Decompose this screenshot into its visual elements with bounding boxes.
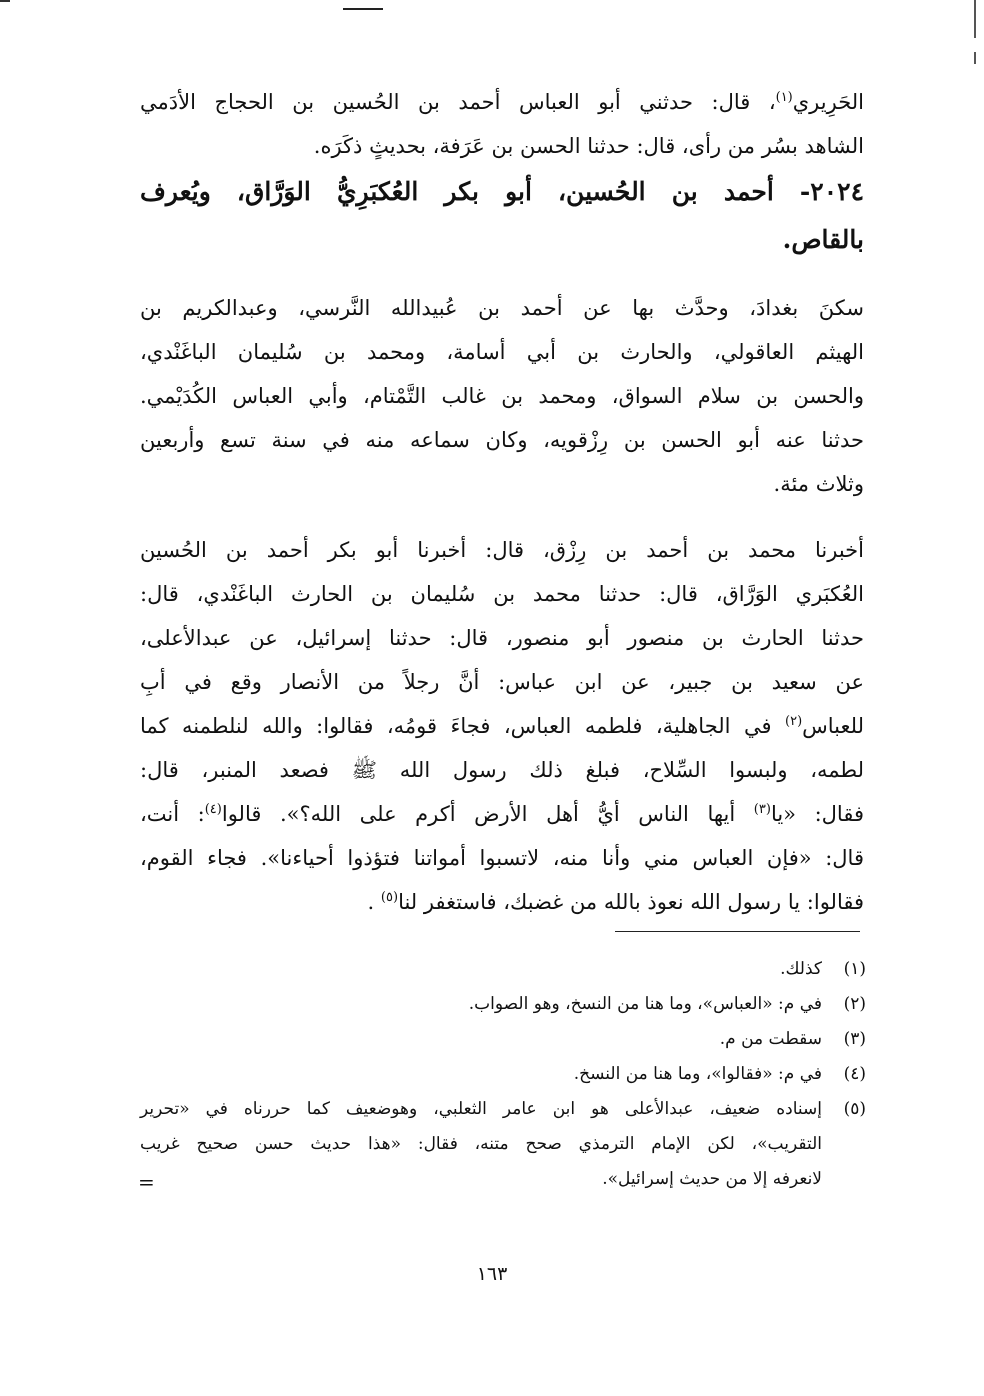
text-span: ، قال: حدثني أبو العباس أحمد بن الحُسين بن الحجاج الأدَمي bbox=[140, 90, 776, 114]
footnote-text: سقطت من م. bbox=[719, 1029, 822, 1049]
footnote-text bbox=[140, 1092, 822, 1197]
footnote bbox=[140, 987, 866, 1022]
text-line bbox=[140, 792, 864, 836]
footnote-ref: (٢) bbox=[785, 714, 803, 729]
text-line: حدثنا عنه أبو الحسن بن رِزْقويه، وكان سماعه منه في سنة تسع وأربعين bbox=[140, 428, 864, 452]
footnotes bbox=[140, 952, 866, 1197]
entry-heading-line: ٢٠٢٤- أحمد بن الحُسين، أبو بكر العُكبَرِيُّ الوَرَّاق، ويُعرف bbox=[140, 177, 864, 206]
text-line: والحسن بن سلام السواق، ومحمد بن غالب التَّمْتام، وأبي العباس الكُدَيْمي. bbox=[140, 384, 864, 408]
scan-edge-mark bbox=[974, 52, 976, 64]
text-span: الحَرِيري bbox=[792, 90, 864, 114]
footnote-line: لانعرفه إلا من حديث إسرائيل». bbox=[602, 1169, 822, 1189]
text-line: حدثنا الحارث بن منصور أبو منصور، قال: حدثنا إسرائيل، عن عبدالأعلى، bbox=[140, 626, 864, 650]
text-line: عن سعيد بن جبير، عن ابن عباس: أنَّ رجلاً من الأنصار وقع في أبِ bbox=[140, 670, 864, 694]
text-line: وثلاث مئة. bbox=[773, 472, 864, 496]
entry-heading-line: بالقاص. bbox=[782, 225, 864, 254]
footnote-text: في م: «فقالوا»، وما هنا من النسخ. bbox=[573, 1064, 822, 1084]
text-line: الشاهد بسُر من رأى، قال: حدثنا الحسن بن عَرَفة، بحديثٍ ذكَرَه. bbox=[313, 134, 864, 158]
footnote-ref: (٤) bbox=[204, 802, 222, 817]
footnote-number: (٤) bbox=[843, 1064, 866, 1084]
text-line: قال: «فإن العباس مني وأنا منه، لاتسبوا أمواتنا فتؤذوا أحياءنا». فجاء القوم، bbox=[140, 846, 864, 870]
text-line bbox=[140, 880, 864, 924]
text-line: الهيثم العاقولي، والحارث بن أبي أسامة، ومحمد بن سُليمان الباغَنْدي، bbox=[140, 340, 864, 364]
footnote-number: (٢) bbox=[843, 994, 866, 1014]
top-rule bbox=[343, 8, 383, 10]
footnote-ref: (٣) bbox=[753, 802, 771, 817]
footnote-line: إسناده ضعيف، عبدالأعلى هو ابن عامر الثعلبي، وهوضعيف كما حررناه في «تحرير bbox=[140, 1099, 822, 1119]
footnote-number: (٥) bbox=[843, 1099, 866, 1119]
footnote-number: (١) bbox=[843, 959, 866, 979]
text-span: للعباس bbox=[802, 714, 864, 738]
footnote-text: كذلك. bbox=[780, 959, 822, 979]
text-line: سكنَ بغدادَ، وحدَّث بها عن أحمد بن عُبيدالله النَّرسي، وعبدالكريم بن bbox=[140, 296, 864, 320]
footnote-ref: (٥) bbox=[380, 890, 399, 905]
footnote bbox=[140, 952, 866, 987]
footnote-text: في م: «العباس»، وما هنا من النسخ، وهو الصواب. bbox=[468, 994, 822, 1014]
scan-edge-mark bbox=[974, 0, 976, 38]
text-span: : أنت، bbox=[140, 802, 205, 826]
continuation-mark: = bbox=[138, 1170, 155, 1194]
text-span: فقالوا: يا رسول الله نعوذ بالله من غضبك، فاستغفر لنا bbox=[398, 890, 864, 914]
text-span: . bbox=[367, 890, 375, 914]
text-line: أخبرنا محمد بن أحمد بن رِزْق، قال: أخبرنا أبو بكر أحمد بن الحُسين bbox=[140, 538, 864, 562]
text-span: أيها الناس أيُّ أهل الأرض أكرم على الله؟». قالوا bbox=[221, 802, 736, 826]
footnote bbox=[140, 1057, 866, 1092]
footnote-line: التقريب»، لكن الإمام الترمذي صحح متنه، فقال: «هذا حديث حسن صحيح غريب bbox=[140, 1134, 822, 1154]
footnote-number: (٣) bbox=[843, 1029, 866, 1049]
footnote bbox=[140, 1092, 866, 1197]
scan-corner-mark bbox=[0, 0, 10, 2]
text-line bbox=[140, 80, 864, 124]
footnote-ref: (١) bbox=[775, 90, 793, 105]
text-line bbox=[140, 704, 864, 748]
main-text bbox=[140, 80, 864, 924]
text-line: لطمه، ولبسوا السِّلاح، فبلغ ذلك رسول الله ﷺ فصعد المنبر، قال: bbox=[140, 758, 864, 782]
text-span: في الجاهلية، فلطمه العباس، فجاءَ قومُه، فقالوا: والله لنلطمنه كما bbox=[140, 714, 772, 738]
footnote bbox=[140, 1022, 866, 1057]
footnote-separator bbox=[615, 931, 860, 932]
text-span: فقال: «يا bbox=[770, 802, 864, 826]
page-number: ١٦٣ bbox=[476, 1263, 508, 1285]
text-line: العُكبَري الوَرَّاق، قال: حدثنا محمد بن سُليمان بن الحارث الباغَنْدي، قال: bbox=[140, 582, 864, 606]
